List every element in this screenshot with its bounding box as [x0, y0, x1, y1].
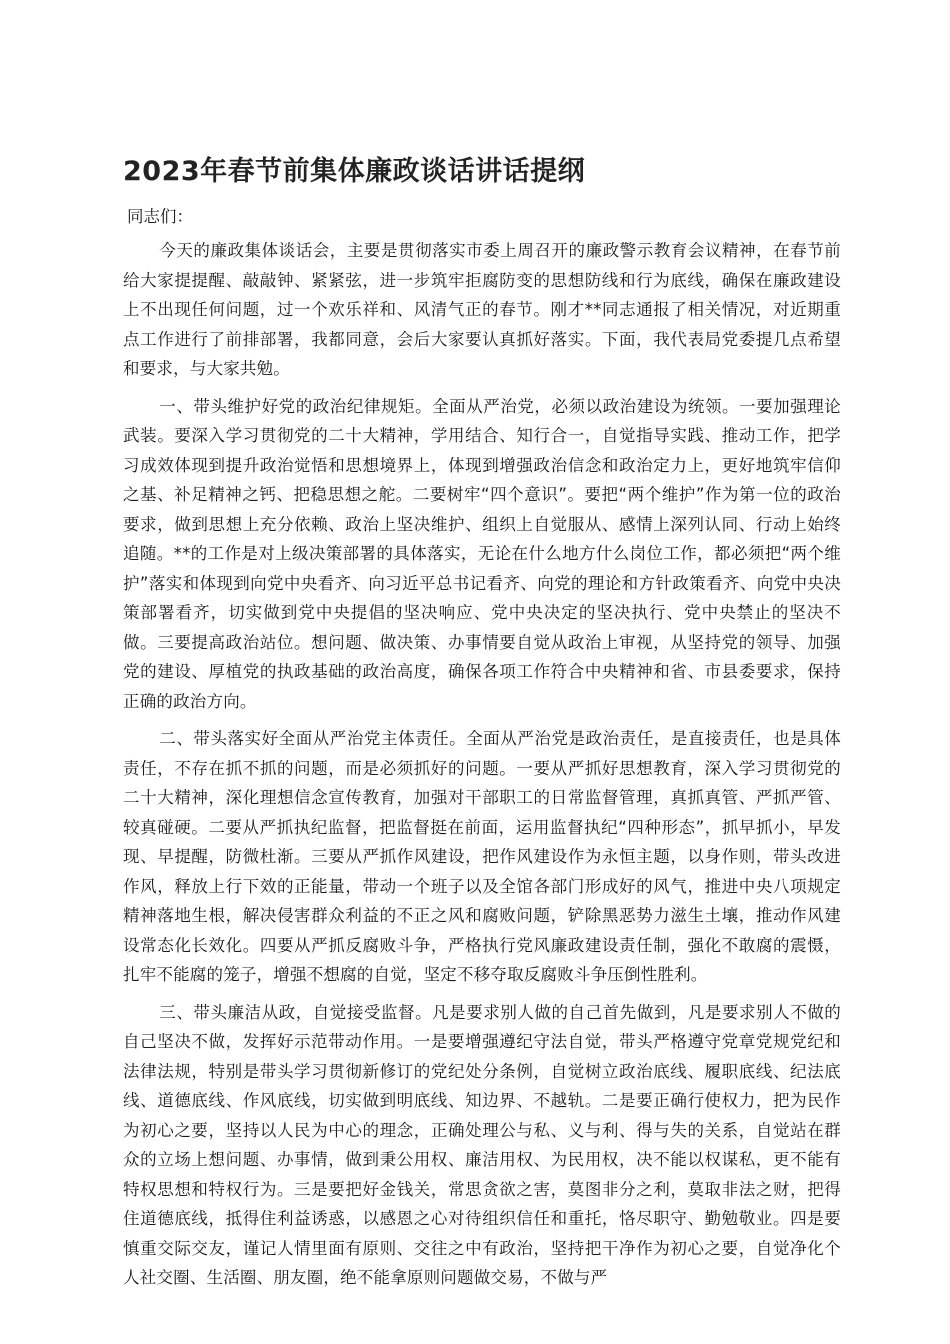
- document-title: 2023年春节前集体廉政谈话讲话提纲: [123, 156, 586, 187]
- paragraph-intro: 今天的廉政集体谈话会，主要是贯彻落实市委上周召开的廉政警示教育会议精神，在春节前给大家提提醒、敲敲钟、紧紧弦，进一步筑牢拒腐防变的思想防线和行为底线，确保在廉政建设上不出现任何问题，过一个欢乐祥和、风清气正的春节。刚才**同志通报了相关情况，对近期重点工作进行了前排部署，我都同意，会后大家要认真抓好落实。下面，我代表局党委提几点希望和要求，与大家共勉。: [123, 241, 841, 378]
- salutation: 同志们：: [127, 207, 193, 226]
- document-page: [123, 150, 841, 1293]
- paragraph-section-1: 一、带头维护好党的政治纪律规矩。全面从严治党，必须以政治建设为统领。一要加强理论武装。要深入学习贯彻党的二十大精神，学用结合、知行合一，自觉指导实践、推动工作，把学习成效体现到提升政治觉悟和思想境界上，体现到增强政治信念和政治定力上，更好地筑牢信仰之基、补足精神之钙、把稳思想之舵。二要树牢“四个意识”。要把“两个维护”作为第一位的政治要求，做到思想上充分依赖、政治上坚决维护、组织上自觉服从、感情上深列认同、行动上始终追随。**的工作是对上级决策部署的具体落实，无论在什么地方什么岗位工作，都必须把“两个维护”落实和体现到向党中央看齐、向习近平总书记看齐、向党的理论和方针政策看齐、向党中央决策部署看齐，切实做到党中央提倡的坚决响应、党中央决定的坚决执行、党中央禁止的坚决不做。三要提高政治站位。想问题、做决策、办事情要自觉从政治上审视，从坚持党的领导、加强党的建设、厚植党的执政基础的政治高度，确保各项工作符合中央精神和省、市县委要求，保持正确的政治方向。: [123, 396, 841, 711]
- paragraph-section-2: 二、带头落实好全面从严治党主体责任。全面从严治党是政治责任，是直接责任，也是具体责任，不存在抓不抓的问题，而是必须抓好的问题。一要从严抓好思想教育，深入学习贯彻党的二十大精神，深化理想信念宣传教育，加强对干部职工的日常监督管理，真抓真管、严抓严管、较真碰硬。二要从严抓执纪监督，把监督挺在前面，运用监督执纪“四种形态”，抓早抓小，早发现、早提醒，防微杜渐。三要从严抓作风建设，把作风建设作为永恒主题，以身作则，带头改进作风，释放上行下效的正能量，带动一个班子以及全馆各部门形成好的风气，推进中央八项规定精神落地生根，解决侵害群众利益的不正之风和腐败问题，铲除黑恶势力滋生土壤，推动作风建设常态化长效化。四要从严抓反腐败斗争，严格执行党风廉政建设责任制，强化不敢腐的震慑，扎牢不能腐的笼子，增强不想腐的自觉，坚定不移夺取反腐败斗争压倒性胜利。: [123, 729, 841, 984]
- paragraph-section-3: 三、带头廉洁从政，自觉接受监督。凡是要求别人做的自己首先做到，凡是要求别人不做的自己坚决不做，发挥好示范带动作用。一是要增强遵纪守法自觉，带头严格遵守党章党规党纪和法律法规，特别是带头学习贯彻新修订的党纪处分条例，自觉树立政治底线、履职底线、纪法底线、道德底线、作风底线，切实做到明底线、知边界、不越轨。二是要正确行使权力，把为民作为初心之要，坚持以人民为中心的理念，正确处理公与私、义与利、得与失的关系，自觉站在群众的立场上想问题、办事情，做到秉公用权、廉洁用权、为民用权，决不能以权谋私，更不能有特权思想和特权行为。三是要把好金钱关，常思贪欲之害，莫图非分之利，莫取非法之财，把得住道德底线，抵得住利益诱惑，以感恩之心对待组织信任和重托，恪尽职守、勤勉敬业。四是要慎重交际交友，谨记人情里面有原则、交往之中有政治，坚持把干净作为初心之要，自觉净化个人社交圈、生活圈、朋友圈，绝不能拿原则问题做交易，不做与严: [123, 1002, 841, 1287]
